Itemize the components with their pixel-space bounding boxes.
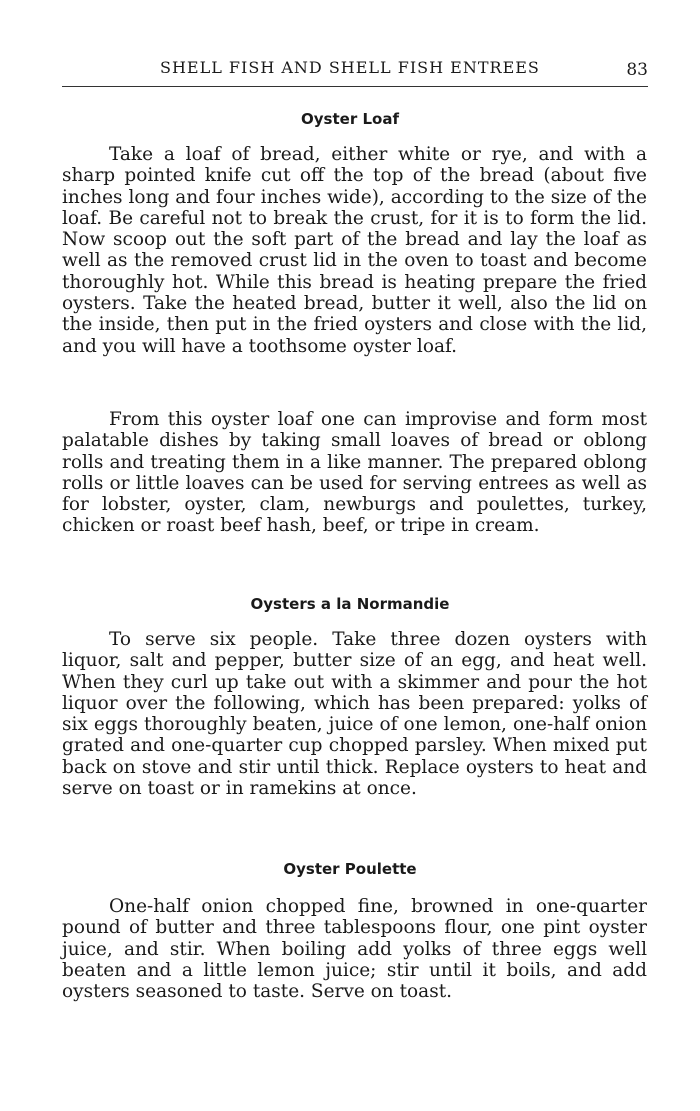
running-header bbox=[62, 50, 648, 90]
header-rule bbox=[62, 86, 648, 87]
recipe-paragraph: To serve six people. Take three dozen oysters with liquor, salt and pepper, butter size of an egg, and heat well. When they curl up take out with a skimmer and pour the hot liquor over the following, which has been prepared: yolks of six eggs thoroughly beaten, juice of one lemon, one-half onion grated and one-quarter cup chopped parsley. When mixed put back on stove and stir until thick. Replace oysters to heat and serve on toast or in ramekins at once. bbox=[62, 629, 647, 800]
recipe-title-oyster-poulette: Oyster Poulette bbox=[283, 860, 417, 878]
recipe-paragraph: One-half onion chopped fine, browned in one-quarter pound of butter and three tablespoons flour, one pint oyster juice, and stir. When boiling add yolks of three eggs well beaten and a little lemon juice; stir until it boils, and add oysters seasoned to taste. Serve on toast. bbox=[62, 896, 647, 1003]
recipe-title-oysters-normandie: Oysters a la Normandie bbox=[250, 595, 450, 613]
page-number: 83 bbox=[626, 60, 648, 80]
recipe-title-oyster-loaf: Oyster Loaf bbox=[301, 110, 399, 128]
recipe-paragraph: From this oyster loaf one can improvise and form most palatable dishes by taking small loaves of bread or oblong rolls and treating them in a like manner. The prepared oblong rolls or little loaves can be used for serving entrees as well as for lobster, oyster, clam, newburgs and poulettes, turkey, chicken or roast beef hash, beef, or tripe in cream. bbox=[62, 409, 647, 537]
recipe-paragraph: Take a loaf of bread, either white or rye, and with a sharp pointed knife cut off the top of the bread (about five inches long and four inches wide), according to the size of the loaf. Be careful not to break the crust, for it is to form the lid. Now scoop out the soft part of the bread and lay the loaf as well as the removed crust lid in the oven to toast and become thoroughly hot. While this bread is heating prepare the fried oysters. Take the heated bread, butter it well, also the lid on the inside, then put in the fried oysters and close with the lid, and you will have a toothsome oyster loaf. bbox=[62, 144, 647, 357]
running-title: SHELL FISH AND SHELL FISH ENTREES bbox=[160, 58, 540, 77]
